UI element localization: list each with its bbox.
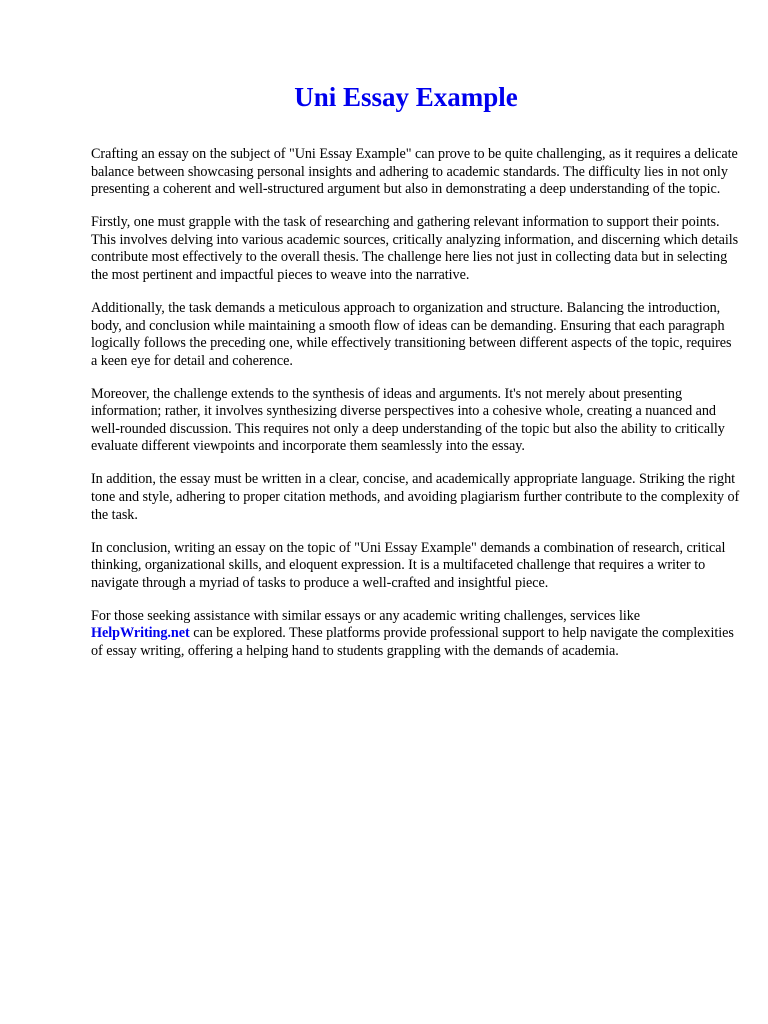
- document-body: [91, 146, 741, 676]
- helpwriting-link[interactable]: HelpWriting.net: [91, 625, 190, 642]
- assistance-text-after: can be explored. These platforms provide professional support to help navigate the complexities of essay writing, offering a helping hand to students grappling with the demands of academia.: [91, 625, 734, 659]
- assistance-text-before: For those seeking assistance with similar essays or any academic writing challenges, services like: [91, 607, 641, 624]
- paragraph-research: Firstly, one must grapple with the task of researching and gathering relevant information to support their points. This involves delving into various academic sources, critically analyzing information, and discerning which details contribute most effectively to the overall thesis. The challenge here lies not just in collecting data but in selecting the most pertinent and impactful pieces to weave into the narrative.: [91, 214, 739, 283]
- paragraph-language: In addition, the essay must be written in a clear, concise, and academically appropriate language. Striking the right tone and style, adhering to proper citation methods, and avoiding plagiarism further contribute to the complexity of the task.: [91, 471, 740, 523]
- paragraph-conclusion: In conclusion, writing an essay on the topic of "Uni Essay Example" demands a combination of research, critical thinking, organizational skills, and eloquent expression. It is a multifaceted challenge that requires a writer to navigate through a myriad of tasks to produce a well-crafted and insightful piece.: [91, 539, 726, 591]
- document-title: Uni Essay Example: [294, 82, 518, 112]
- paragraph-assistance: [91, 608, 741, 661]
- paragraph-synthesis: Moreover, the challenge extends to the synthesis of ideas and arguments. It's not merely about presenting information; rather, it involves synthesizing diverse perspectives into a cohesive whole, creating a nuanced and well-rounded discussion. This requires not only a deep understanding of the topic but also the ability to critically evaluate different viewpoints and incorporate them seamlessly into the essay.: [91, 385, 725, 455]
- paragraph-intro: Crafting an essay on the subject of "Uni Essay Example" can prove to be quite challenging, as it requires a delicate balance between showcasing personal insights and adhering to academic standards. The difficulty lies in not only presenting a coherent and well-structured argument but also in demonstrating a deep understanding of the topic.: [91, 146, 738, 198]
- paragraph-organization: Additionally, the task demands a meticulous approach to organization and structure. Balancing the introduction, body, and conclusion while maintaining a smooth flow of ideas can be demanding. Ensuring that each paragraph logically follows the preceding one, while effectively transitioning between different aspects of the topic, requires a keen eye for detail and coherence.: [91, 299, 732, 369]
